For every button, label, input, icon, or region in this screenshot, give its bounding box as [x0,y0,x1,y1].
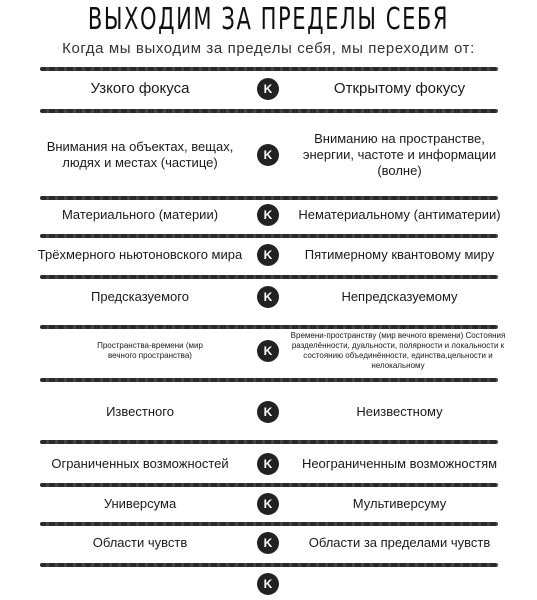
divider [40,522,498,526]
comparison-row [0,203,537,227]
comparison-row [0,330,537,372]
row-left-text: Предсказуемого [91,289,189,304]
row-right-text: Нематериальному (антиматерии) [298,207,501,222]
comparison-row [0,531,537,555]
row-left-text: Материального (материи) [61,207,219,222]
comparison-row [0,126,537,184]
divider [40,234,498,238]
row-left-text: Области чувств [92,535,188,550]
row-left-text [30,572,250,596]
row-right-text: Непредсказуемому [341,289,458,304]
divider [40,275,498,279]
k-badge-icon: K [257,286,279,308]
row-left-text: Пространства-времени (мир вечного пространства) [97,341,203,360]
row-left-text: Известного [106,404,174,419]
row-right-text: Мультиверсуму [352,496,447,511]
comparison-row [0,285,537,309]
row-right-text [287,572,512,596]
divider [40,440,498,444]
divider [40,378,498,382]
row-right-text: Времени-пространству (мир вечного времени) Состояния разделённости, дуальности, полярности и локальности к состоянию объединённости, единства,цельности и нелокальному [290,331,506,370]
row-right-text: Области за пределами чувств [308,535,491,550]
comparison-row [0,243,537,267]
row-right-text: Открытому фокусу [333,79,466,97]
comparison-row [0,400,537,424]
k-badge-icon: K [257,573,279,595]
row-left-text: Трёхмерного ньютоновского мира [37,247,243,262]
divider [40,67,498,71]
k-badge-icon: K [257,453,279,475]
row-right-text: Пятимерному квантовому миру [304,247,495,262]
page-title: ВЫХОДИМ ЗА ПРЕДЕЛЫ СЕБЯ [87,2,450,37]
row-left-text: Ограниченных возможностей [51,456,229,471]
row-right-text: Вниманию на пространстве, энергии, частоте и информации (волне) [302,131,497,178]
divider [40,325,498,329]
k-badge-icon: K [257,493,279,515]
divider [40,196,498,200]
row-right-text: Неограниченным возможностям [301,456,498,471]
k-badge-icon: K [257,144,279,166]
row-right-text: Неизвестному [356,404,443,419]
comparison-row [0,572,537,596]
comparison-row [0,492,537,516]
row-left-text: Универсума [103,496,177,511]
k-badge-icon: K [257,401,279,423]
page-subtitle: Когда мы выходим за пределы себя, мы переходим от: [62,40,475,57]
row-left-text: Узкого фокуса [90,79,190,97]
comparison-row [0,74,537,102]
k-badge-icon: K [257,340,279,362]
k-badge-icon: K [257,532,279,554]
comparison-row [0,452,537,476]
divider [40,483,498,487]
row-left-text: Внимания на объектах, вещах, людях и местах (частице) [46,139,234,170]
k-badge-icon: K [257,244,279,266]
divider [40,563,498,567]
k-badge-icon: K [257,204,279,226]
k-badge-icon: K [257,78,279,100]
divider [40,109,498,113]
